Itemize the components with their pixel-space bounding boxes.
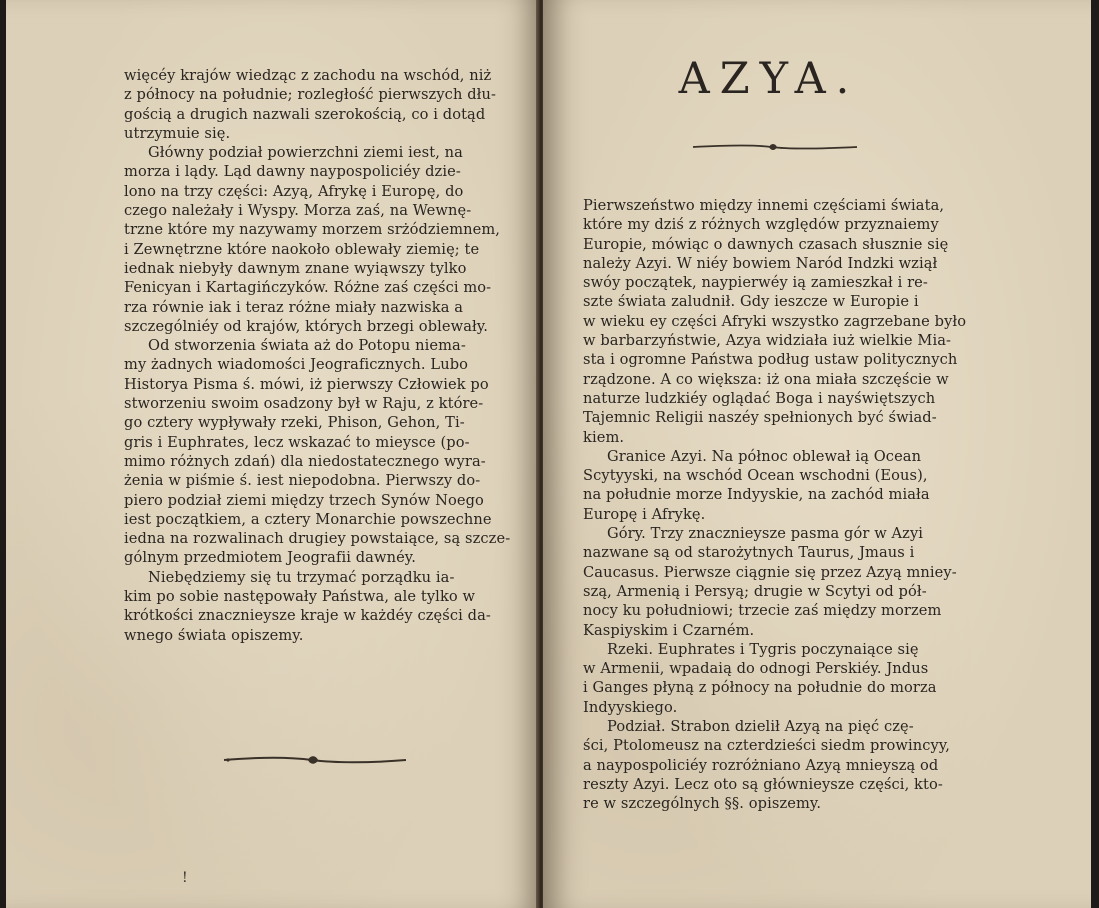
text-line: iedna na rozwalinach drugiey powstaiące, są szcze-	[124, 530, 511, 548]
text-line: w wieku ey części Afryki wszystko zagrzebane było	[583, 312, 967, 330]
text-line: nazwane są od starożytnych Taurus, Jmaus i	[583, 544, 915, 562]
text-line: kim po sobie następowały Państwa, ale tylko w	[124, 588, 476, 606]
text-line: krótkości znacznieysze kraje w każdéy części da-	[124, 607, 491, 625]
text-line: lono na trzy części: Azyą, Afrykę i Europę, do	[124, 182, 464, 200]
text-line: morza i lądy. Ląd dawny naypospoliciéy dzie-	[124, 163, 461, 181]
text-line: należy Azyi. W niéy bowiem Naród Indzki wziął	[583, 254, 938, 272]
text-line: ści, Ptolomeusz na czterdzieści siedm prowincyy,	[583, 737, 951, 755]
text-line: z północy na południe; rozległość pierwszych dłu-	[124, 86, 496, 104]
left-page-text	[124, 66, 514, 645]
right-page-text	[583, 196, 973, 814]
text-line: Indyyskiego.	[583, 698, 678, 716]
text-line: Niebędziemy się tu trzymać porządku ia-	[148, 568, 455, 586]
text-line: trzne które my nazywamy morzem srżódziemnem,	[124, 221, 501, 239]
text-line: szte świata zaludnił. Gdy ieszcze w Europie i	[583, 293, 919, 311]
text-line: gością a drugich nazwali szerokością, co i dotąd	[124, 105, 486, 123]
right-page	[543, 0, 1093, 908]
text-line: Rzeki. Euphrates i Tygris poczynaiące się	[607, 640, 919, 658]
text-line: w Armenii, wpadaią do odnogi Perskiéy. Jndus	[583, 660, 929, 678]
text-line: kiem.	[583, 428, 625, 446]
text-line: Caucasus. Pierwsze ciągnie się przez Azyą mniey-	[583, 563, 957, 581]
text-line: Scytyyski, na wschód Ocean wschodni (Eous),	[583, 467, 928, 485]
right-edge	[1091, 0, 1099, 908]
text-line: gris i Euphrates, lecz wskazać to mieysce (po-	[124, 433, 470, 451]
text-line: Tajemnic Religii naszéy spełnionych być świad-	[583, 409, 937, 427]
left-page	[6, 0, 541, 908]
page-mark: !	[182, 870, 188, 886]
text-line: Europę i Afrykę.	[583, 505, 706, 523]
text-line: iednak niebyły dawnym znane wyiąwszy tylko	[124, 259, 467, 277]
text-line: utrzymuie się.	[124, 124, 231, 142]
text-line: Kaspiyskim i Czarném.	[583, 621, 755, 639]
text-line: Od stworzenia świata aż do Potopu niema-	[148, 337, 466, 355]
text-line: re w szczególnych §§. opiszemy.	[583, 795, 822, 813]
text-line: żenia w piśmie ś. iest niepodobna. Pierwszy do-	[124, 472, 481, 490]
text-line: wnego świata opiszemy.	[124, 626, 304, 644]
text-line: Główny podział powierzchni ziemi iest, na	[148, 144, 463, 162]
text-line: rza równie iak i teraz różne miały nazwiska a	[124, 298, 464, 316]
text-line: reszty Azyi. Lecz oto są głównieysze części, kto-	[583, 775, 943, 793]
text-line: Góry. Trzy znacznieysze pasma gór w Azyi	[607, 525, 924, 543]
text-line: rządzone. A co większa: iż ona miała szczęście w	[583, 370, 949, 388]
text-line: i Ganges płyną z północy na południe do morza	[583, 679, 937, 697]
text-line: i Zewnętrzne które naokoło oblewały ziemię; te	[124, 240, 480, 258]
text-line: sta i ogromne Państwa podług ustaw politycznych	[583, 351, 958, 369]
text-line: Pierwszeństwo między innemi częściami świata,	[583, 197, 945, 214]
text-line: mimo różnych zdań) dla niedostatecznego wyra-	[124, 452, 486, 470]
text-line: które my dziś z różnych względów przyznaiemy	[583, 216, 939, 234]
title-rule-ornament	[691, 140, 859, 154]
text-line: naturze ludzkiéy oglądać Boga i nayświętszych	[583, 389, 936, 407]
text-line: a naypospoliciéy rozróżniano Azyą mnieyszą od	[583, 756, 939, 774]
text-line: na południe morze Indyyskie, na zachód miała	[583, 486, 930, 504]
text-line: Podział. Strabon dzielił Azyą na pięć czę-	[607, 718, 914, 736]
text-line: my żadnych wiadomości Jeograficznych. Lubo	[124, 356, 469, 374]
chapter-title: AZYA.	[678, 54, 860, 104]
text-line: go cztery wypływały rzeki, Phison, Gehon, Ti-	[124, 414, 465, 432]
text-line: gólnym przedmiotem Jeografii dawnéy.	[124, 549, 416, 567]
text-line: nocy ku południowi; trzecie zaś między morzem	[583, 602, 942, 620]
text-line: Historya Pisma ś. mówi, iż pierwszy Człowiek po	[124, 375, 489, 393]
text-line: Granice Azyi. Na północ oblewał ią Ocean	[607, 447, 922, 465]
text-line: Fenicyan i Kartagińczyków. Różne zaś części mo-	[124, 279, 492, 297]
text-line: czego należały i Wyspy. Morza zaś, na Wewnę-	[124, 202, 472, 220]
text-line: więcéy krajów wiedząc z zachodu na wschód, niż	[124, 67, 492, 84]
text-line: iest początkiem, a cztery Monarchie powszechne	[124, 510, 492, 528]
end-ornament	[220, 752, 410, 768]
text-line: szą, Armenią i Persyą; drugie w Scytyi od pół-	[583, 582, 927, 600]
text-line: swóy początek, naypierwéy ią zamieszkał i re-	[583, 274, 928, 292]
text-line: szczególniéy od krajów, których brzegi oblewały.	[124, 317, 489, 335]
text-line: Europie, mówiąc o dawnych czasach słusznie się	[583, 235, 949, 253]
text-line: stworzeniu swoim osadzony był w Raju, z które-	[124, 395, 484, 413]
text-line: piero podział ziemi między trzech Synów Noego	[124, 491, 484, 509]
text-line: w barbarzyństwie, Azya widziała iuż wielkie Mia-	[583, 332, 952, 350]
